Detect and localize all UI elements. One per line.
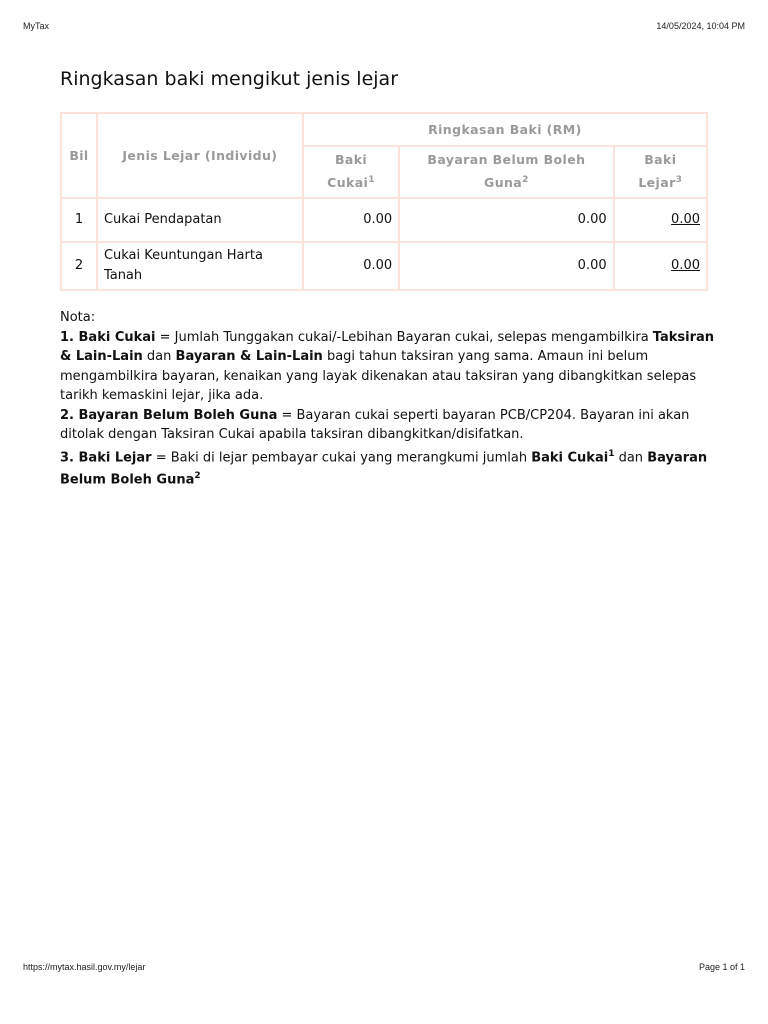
table-row [61, 242, 707, 290]
nota-bold-text: Taksiran & Lain-Lain [60, 329, 715, 364]
cell-bayaran-belum-boleh-guna: 0.00 [399, 198, 613, 242]
cell-bil: 1 [61, 198, 97, 242]
cell-baki-cukai: 0.00 [303, 198, 399, 242]
ledger-summary-table [60, 112, 708, 291]
nota-term: 2. Bayaran Belum Boleh Guna [60, 407, 278, 423]
nota-bold-text: Bayaran Belum Boleh Guna [60, 449, 708, 488]
header-baki-lejar-sup: 3 [675, 175, 683, 186]
cell-jenis-lejar: Cukai Keuntungan Harta Tanah [97, 242, 303, 290]
nota-item-baki-cukai [60, 328, 720, 406]
nota-bold-text: Baki Cukai [531, 449, 609, 465]
nota-text: dan [142, 349, 176, 364]
header-bayaran-belum-boleh-guna [399, 146, 613, 198]
header-jenis-lejar: Jenis Lejar (Individu) [97, 113, 303, 198]
nota-item-baki-lejar [60, 445, 720, 491]
nota-section [60, 308, 720, 490]
cell-jenis-lejar: Cukai Pendapatan [97, 198, 303, 242]
header-bayaran-label: Bayaran Belum Boleh Guna [427, 152, 586, 191]
header-baki-lejar-label: Baki Lejar [638, 152, 677, 191]
header-baki-cukai-label: Baki Cukai [327, 152, 369, 191]
nota-term: 3. Baki Lejar [60, 449, 152, 465]
cell-baki-lejar [614, 198, 707, 242]
print-footer-url: https://mytax.hasil.gov.my/lejar [23, 962, 146, 972]
nota-text: = Baki di lejar pembayar cukai yang merangkumi jumlah [151, 449, 532, 465]
header-bayaran-sup: 2 [522, 175, 529, 186]
print-header-datetime: 14/05/2024, 10:04 PM [656, 21, 745, 31]
nota-sup: 2 [194, 471, 201, 482]
cell-bil: 2 [61, 242, 97, 290]
print-footer-page: Page 1 of 1 [698, 962, 745, 972]
cell-baki-cukai: 0.00 [303, 242, 399, 290]
nota-text: = Bayaran cukai seperti bayaran PCB/CP204. Bayaran ini akan ditolak dengan Taksiran Cukai apabila taksiran dibangkitkan/disifatkan. [60, 407, 690, 442]
cell-baki-lejar [614, 242, 707, 290]
baki-lejar-link[interactable]: 0.00 [671, 212, 700, 227]
nota-text: dan [614, 449, 648, 465]
nota-term: 1. Baki Cukai [60, 329, 156, 345]
table-row [61, 198, 707, 242]
table-header-row [61, 113, 707, 146]
nota-text: bagi tahun taksiran yang sama. Amaun ini belum mengambilkira bayaran, kenaikan yang layak dikenakan atau taksiran yang dibangkitkan selepas tarikh kemaskini lejar, jika ada. [60, 349, 697, 403]
nota-sup: 1 [608, 448, 615, 459]
header-baki-lejar [614, 146, 707, 198]
page-title: Ringkasan baki mengikut jenis lejar [60, 68, 399, 90]
nota-label: Nota: [60, 310, 96, 325]
header-bil: Bil [61, 113, 97, 198]
header-baki-cukai-sup: 1 [368, 175, 375, 186]
header-baki-cukai [303, 146, 399, 198]
baki-lejar-link[interactable]: 0.00 [671, 258, 700, 273]
nota-bold-text: Bayaran & Lain-Lain [175, 349, 323, 364]
header-ringkasan-baki: Ringkasan Baki (RM) [303, 113, 707, 146]
print-header-app-name: MyTax [23, 21, 50, 31]
cell-bayaran-belum-boleh-guna: 0.00 [399, 242, 613, 290]
nota-text: = Jumlah Tunggakan cukai/-Lebihan Bayaran cukai, selepas mengambilkira [155, 329, 653, 345]
nota-item-bayaran-belum-boleh-guna [60, 406, 720, 445]
